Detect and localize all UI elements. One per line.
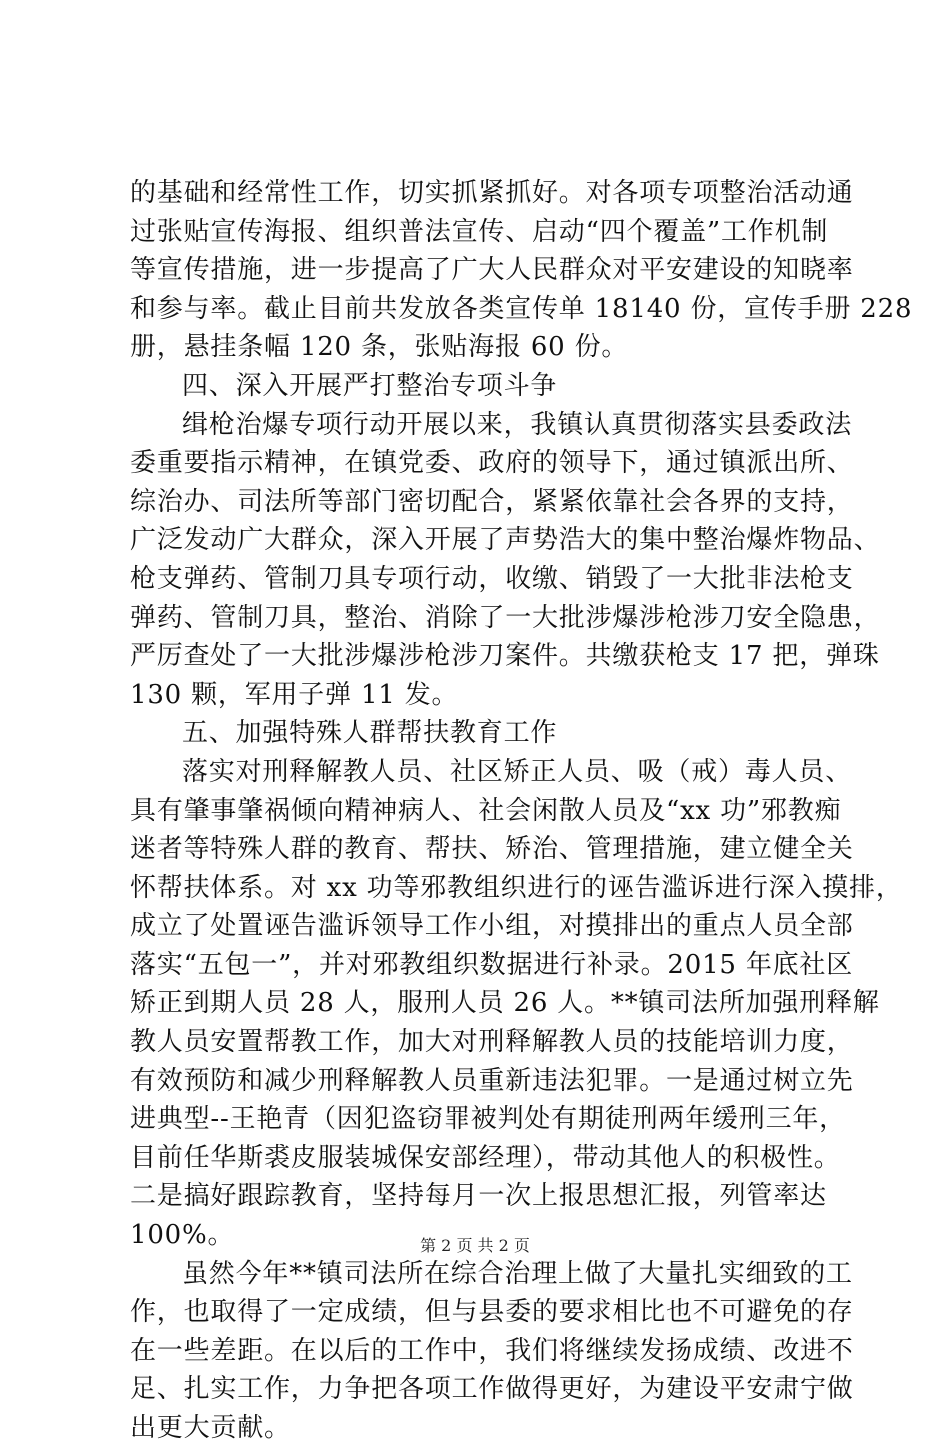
text-line: 出更大贡献。 bbox=[130, 1413, 291, 1443]
text-line: 弹药、管制刀具，整治、消除了一大批涉爆涉枪涉刀安全隐患， bbox=[130, 602, 881, 633]
text-line: 成立了处置诬告滥诉领导工作小组，对摸排出的重点人员全部 bbox=[130, 911, 854, 942]
text-line: 教人员安置帮教工作，加大对刑释解教人员的技能培训力度， bbox=[130, 1027, 854, 1058]
text-line: 怀帮扶体系。对 xx 功等邪教组织进行的诬告滥诉进行深入摸排， bbox=[130, 872, 903, 903]
text-line: 100%。 bbox=[130, 1220, 235, 1251]
section-heading: 四、深入开展严打整治专项斗争 bbox=[182, 370, 558, 401]
text-line: 和参与率。截止目前共发放各类宣传单 18140 份，宣传手册 228 bbox=[130, 293, 913, 324]
text-line: 等宣传措施，进一步提高了广大人民群众对平安建设的知晓率 bbox=[130, 255, 854, 286]
text-line: 落实对刑释解教人员、社区矫正人员、吸（戒）毒人员、 bbox=[182, 756, 853, 787]
text-line: 有效预防和减少刑释解教人员重新违法犯罪。一是通过树立先 bbox=[130, 1065, 854, 1096]
text-line: 虽然今年**镇司法所在综合治理上做了大量扎实细致的工 bbox=[182, 1258, 853, 1289]
text-line: 枪支弹药、管制刀具专项行动，收缴、销毁了一大批非法枪支 bbox=[130, 563, 854, 594]
text-line: 册，悬挂条幅 120 条，张贴海报 60 份。 bbox=[130, 332, 629, 363]
text-line: 二是搞好跟踪教育，坚持每月一次上报思想汇报，列管率达 bbox=[130, 1181, 827, 1212]
text-line: 的基础和经常性工作，切实抓紧抓好。对各项专项整治活动通 bbox=[130, 178, 854, 208]
text-line: 作，也取得了一定成绩，但与县委的要求相比也不可避免的存 bbox=[130, 1297, 854, 1328]
text-line: 目前任华斯裘皮服装城保安部经理），带动其他人的积极性。 bbox=[130, 1142, 841, 1173]
text-line: 在一些差距。在以后的工作中，我们将继续发扬成绩、改进不 bbox=[130, 1335, 854, 1366]
section-heading: 五、加强特殊人群帮扶教育工作 bbox=[182, 718, 558, 749]
text-line: 进典型--王艳青（因犯盗窃罪被判处有期徒刑两年缓刑三年， bbox=[130, 1104, 846, 1135]
text-line: 足、扎实工作，力争把各项工作做得更好，为建设平安肃宁做 bbox=[130, 1374, 854, 1405]
document-body bbox=[130, 174, 913, 1448]
text-line: 缉枪治爆专项行动开展以来，我镇认真贯彻落实县委政法 bbox=[182, 409, 853, 440]
page-number-footer: 第 2 页 共 2 页 bbox=[420, 1236, 530, 1255]
text-line: 过张贴宣传海报、组织普法宣传、启动“四个覆盖”工作机制 bbox=[130, 216, 829, 247]
text-line: 综治办、司法所等部门密切配合，紧紧依靠社会各界的支持， bbox=[130, 486, 854, 517]
text-line: 落实“五包一”，并对邪教组织数据进行补录。2015 年底社区 bbox=[130, 949, 854, 980]
text-line: 严厉查处了一大批涉爆涉枪涉刀案件。共缴获枪支 17 把，弹珠 bbox=[130, 641, 880, 672]
text-line: 130 颗，军用子弹 11 发。 bbox=[130, 679, 459, 710]
text-line: 具有肇事肇祸倾向精神病人、社会闲散人员及“xx 功”邪教痴 bbox=[130, 795, 842, 826]
text-line: 矫正到期人员 28 人，服刑人员 26 人。**镇司法所加强刑释解 bbox=[130, 988, 880, 1019]
text-line: 迷者等特殊人群的教育、帮扶、矫治、管理措施，建立健全关 bbox=[130, 834, 854, 865]
text-line: 委重要指示精神，在镇党委、政府的领导下，通过镇派出所、 bbox=[130, 448, 854, 479]
text-line: 广泛发动广大群众，深入开展了声势浩大的集中整治爆炸物品、 bbox=[130, 525, 881, 556]
